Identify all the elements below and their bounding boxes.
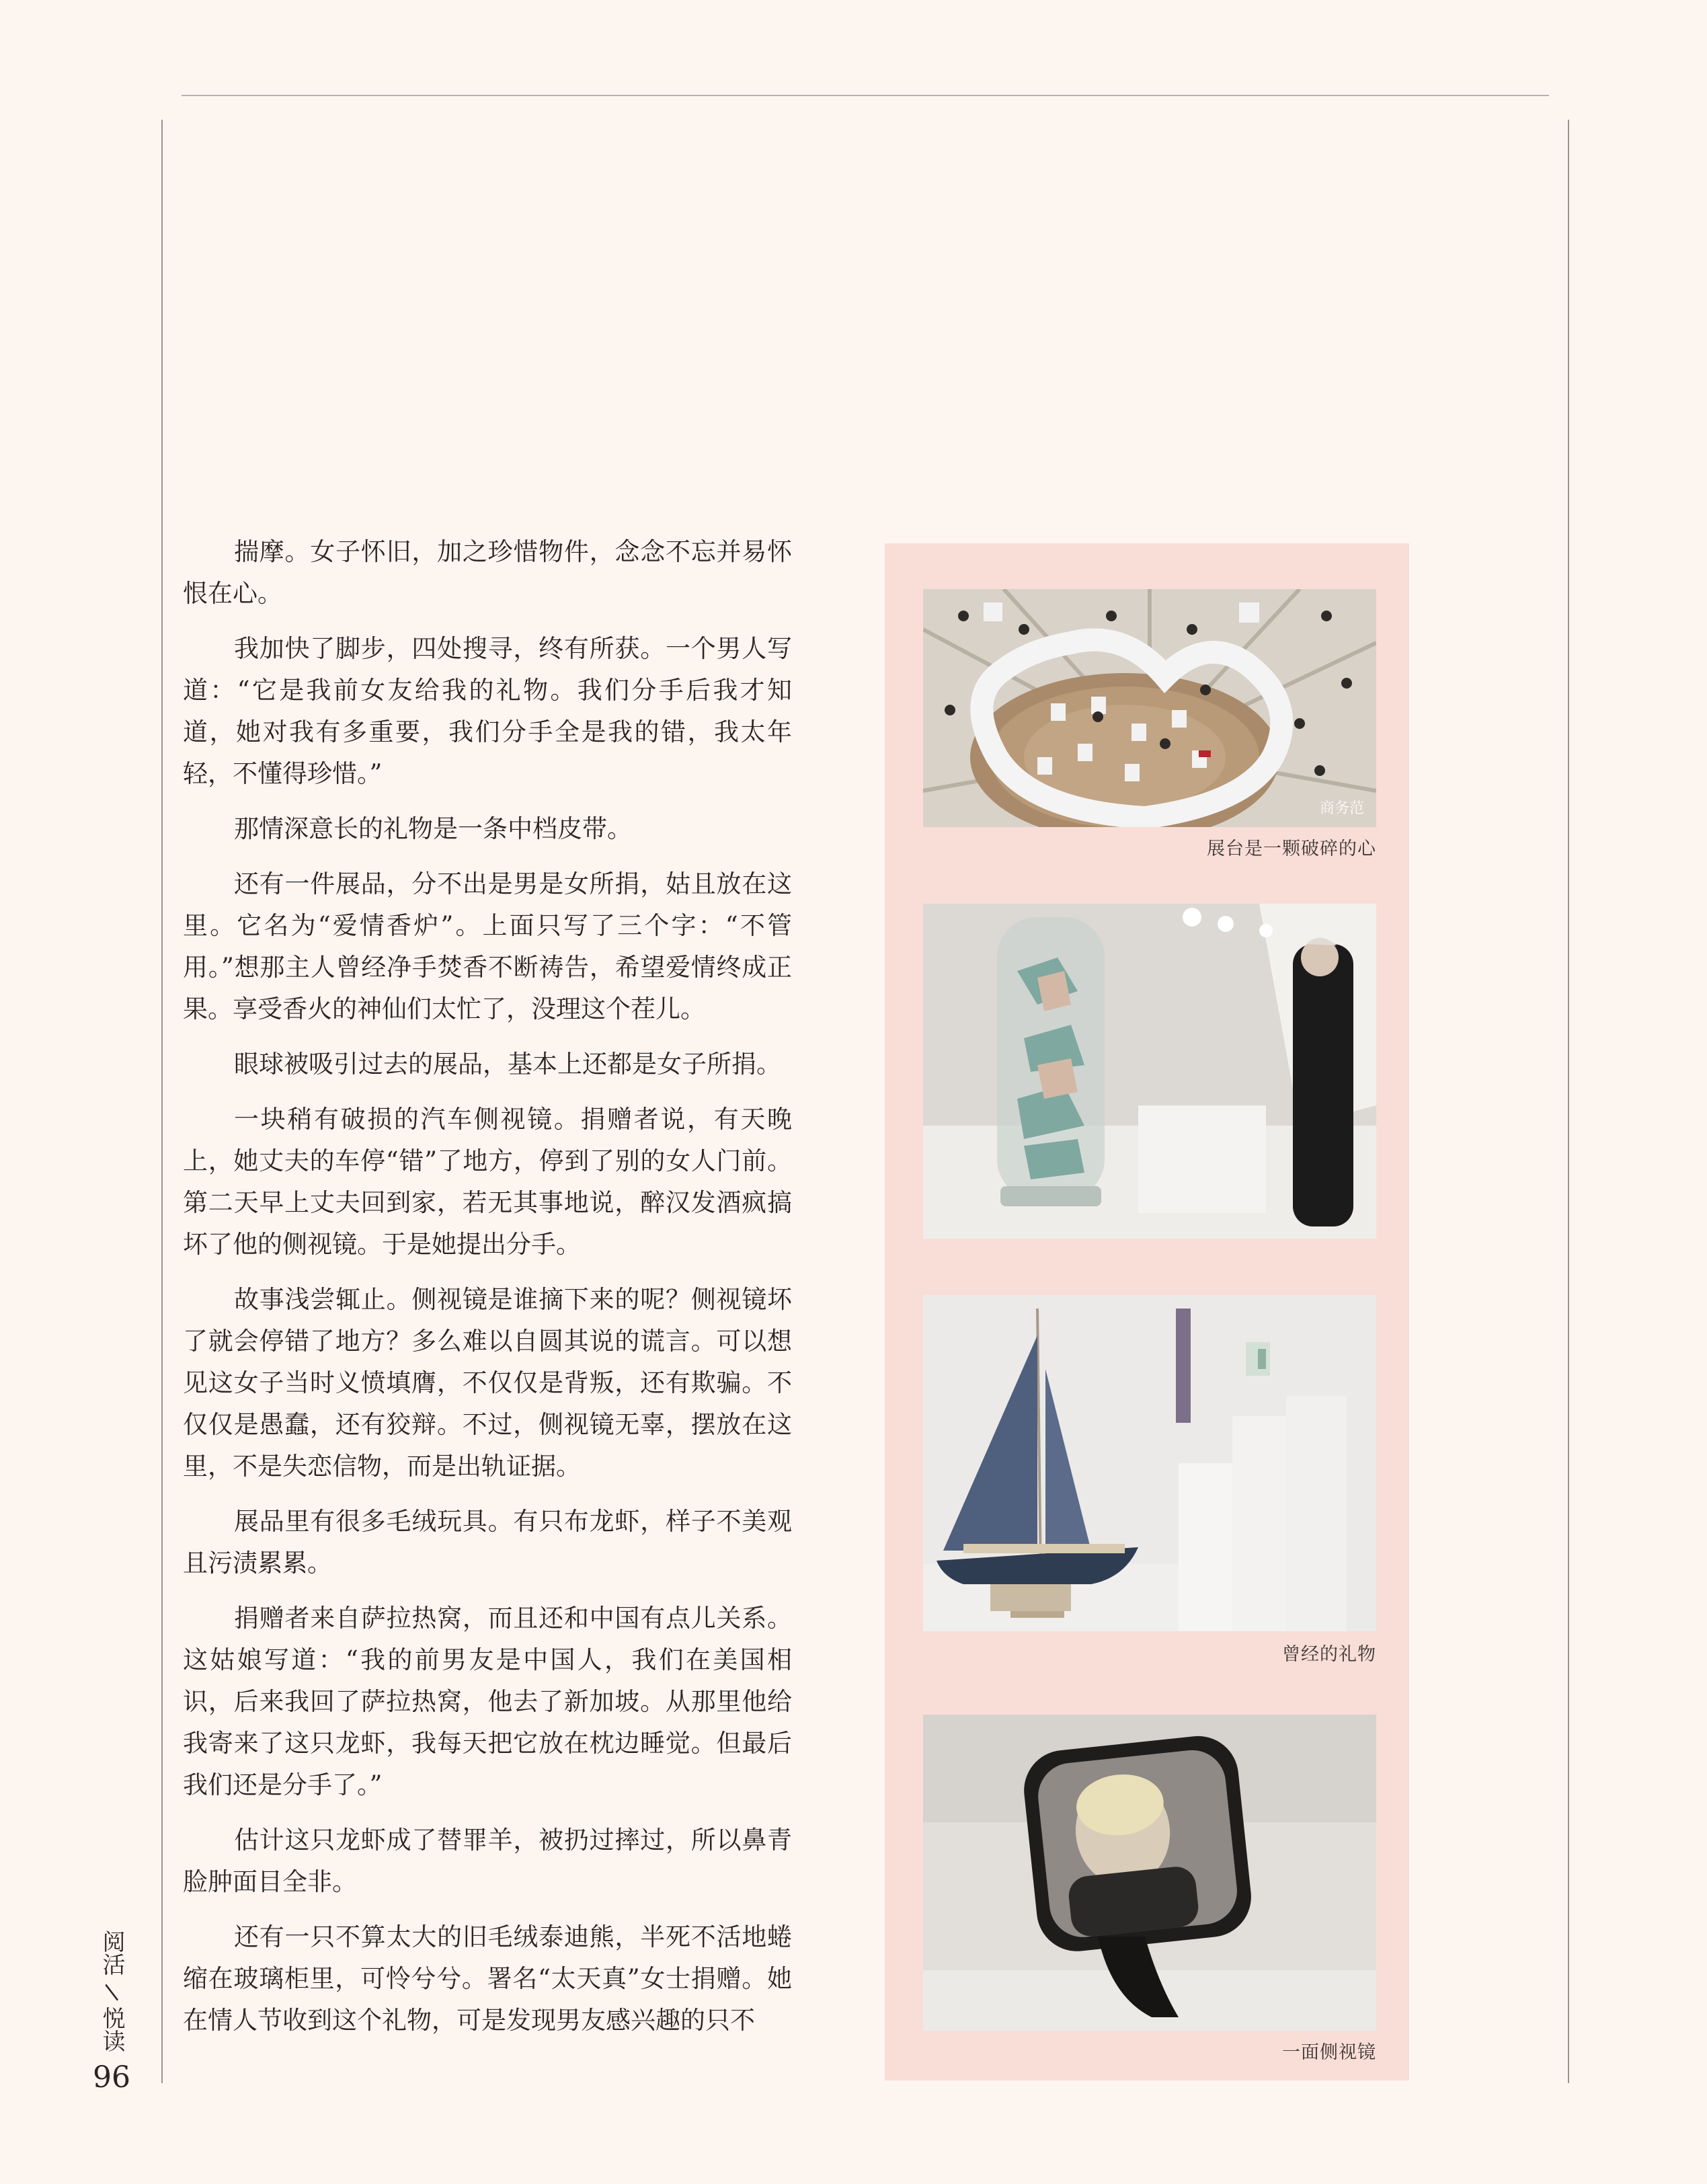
photo-side-mirror <box>923 1715 1376 2031</box>
paragraph: 还有一只不算太大的旧毛绒泰迪熊，半死不活地蜷缩在玻璃柜里，可怜兮兮。署名“太天真”女士捐赠。她在情人节收到这个礼物，可是发现男友感兴趣的只不 <box>183 1922 792 2035</box>
paragraph: 揣摩。女子怀旧，加之珍惜物件，念念不忘并易怀恨在心。 <box>183 537 792 608</box>
magazine-name-b: 悦读 <box>98 2006 125 2052</box>
paragraph: 一块稍有破损的汽车侧视镜。捐赠者说，有天晚上，她丈夫的车停“错”了地方，停到了别的女人门前。第二天早上丈夫回到家，若无其事地说，醉汉发酒疯搞坏了他的侧视镜。于是她提出分手。 <box>183 1105 792 1259</box>
magazine-name-a: 阅活 <box>98 1930 125 1976</box>
photo-sailboat <box>923 1295 1376 1631</box>
article-body <box>183 531 792 2055</box>
watermark-text: 商务范 <box>1319 800 1364 817</box>
paragraph: 眼球被吸引过去的展品，基本上还都是女子所捐。 <box>234 1050 781 1079</box>
paragraph: 那情深意长的礼物是一条中档皮带。 <box>234 814 632 843</box>
heart-display-image <box>923 589 1376 827</box>
caption-heart-display: 展台是一颗破碎的心 <box>1207 838 1376 859</box>
paragraph: 展品里有很多毛绒玩具。有只布龙虾，样子不美观且污渍累累。 <box>183 1507 792 1577</box>
photo-sidebar <box>885 543 1409 2080</box>
top-rule <box>182 95 1549 96</box>
paragraph: 我加快了脚步，四处搜寻，终有所获。一个男人写道：“它是我前女友给我的礼物。我们分手后我才知道，她对我有多重要，我们分手全是我的错，我太年轻，不懂得珍惜。” <box>183 634 792 788</box>
page-number: 96 <box>93 2060 130 2095</box>
caption-side-mirror: 一面侧视镜 <box>1282 2042 1376 2063</box>
left-margin-rule <box>161 120 163 2083</box>
photo-glass-jar <box>923 904 1376 1239</box>
caption-former-gift: 曾经的礼物 <box>1282 1644 1376 1665</box>
photo-heart-display <box>923 589 1376 827</box>
paragraph: 故事浅尝辄止。侧视镜是谁摘下来的呢？侧视镜坏了就会停错了地方？多么难以自圆其说的谎言。可以想见这女子当时义愤填膺，不仅仅是背叛，还有欺骗。不仅仅是愚蠢，还有狡辩。不过，侧视镜无辜，摆放在这里，不是失恋信物，而是出轨证据。 <box>183 1285 792 1481</box>
folio-slash: / <box>98 1981 125 2004</box>
paragraph: 估计这只龙虾成了替罪羊，被扔过摔过，所以鼻青脸肿面目全非。 <box>183 1826 792 1896</box>
paragraph: 还有一件展品，分不出是男是女所捐，姑且放在这里。它名为“爱情香炉”。上面只写了三个字：“不管用。”想那主人曾经净手焚香不断祷告，希望爱情终成正果。享受香火的神仙们太忙了，没理这个茬儿。 <box>183 869 792 1023</box>
side-mirror-image <box>923 1715 1376 2031</box>
right-margin-rule <box>1568 120 1569 2083</box>
glass-jar-image <box>923 904 1376 1239</box>
paragraph: 捐赠者来自萨拉热窝，而且还和中国有点儿关系。这姑娘写道：“我的前男友是中国人，我们在美国相识，后来我回了萨拉热窝，他去了新加坡。从那里他给我寄来了这只龙虾，我每天把它放在枕边睡觉。但最后我们还是分手了。” <box>183 1604 792 1799</box>
page-folio <box>91 1930 132 2095</box>
sailboat-image <box>923 1295 1376 1631</box>
